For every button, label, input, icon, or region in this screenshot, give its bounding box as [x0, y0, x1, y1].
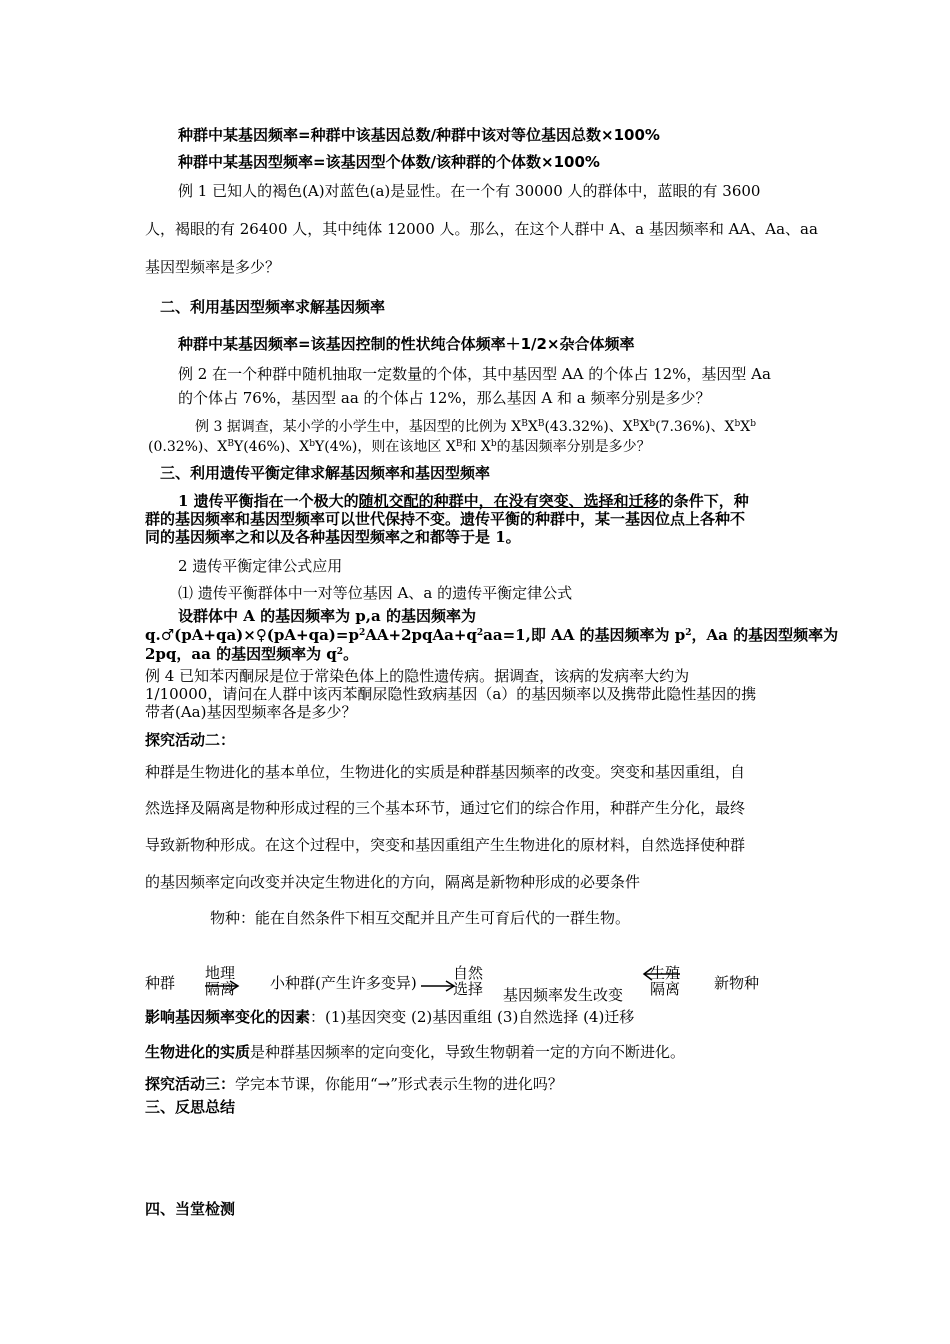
example1-line2: 人，褐眼的有 26400 人，其中纯体 12000 人。那么，在这个人群中 A、a 基因频率和 AA、Aa、aa [145, 220, 818, 238]
diagram-geo-line1: 地理 [205, 964, 236, 982]
section3-item2-sub: ⑴ 遗传平衡群体中一对等位基因 A、a 的遗传平衡定律公式 [178, 584, 573, 602]
example3-line2: (0.32%)、$X^BY(46\%)$、$X^bY(4\%)$，则在该地区 $X^B$和 $X^b$的基因频率分别是多少？ [148, 439, 651, 455]
formula-line2: $q.♂(pA+qa)\times♀(pA+qa)=p^2AA+2pqAa+q^2aa=1$,即 AA 的基因频率为 $p^2$，Aa 的基因型频率为 [145, 626, 839, 644]
diagram-new-species: 新物种 [714, 974, 760, 992]
example1-line3: 基因型频率是多少？ [145, 258, 281, 276]
example4-line1: 例 4 已知苯丙酮尿是位于常染色体上的隐性遗传病。据调查，该病的发病率大约为 [145, 667, 690, 685]
section2-formula: 种群中某基因频率=该基因控制的性状纯合体频率＋1/2×杂合体频率 [178, 335, 635, 353]
diagram-arrow-1 [205, 980, 241, 992]
activity2-para-line4: 的基因频率定向改变并决定生物进化的方向，隔离是新物种形成的必要条件 [145, 873, 641, 891]
formula-line1: 设群体中 A 的基因频率为 p,a 的基因频率为 [178, 607, 476, 625]
section2-heading: 二、利用基因型频率求解基因频率 [160, 298, 386, 316]
activity2-para-line2: 然选择及隔离是物种形成过程的三个基本环节，通过它们的综合作用，种群产生分化，最终 [145, 799, 746, 817]
section3-item2: 2 遗传平衡定律公式应用 [178, 557, 343, 575]
activity2-para-line3: 导致新物种形成。在这个过程中，突变和基因重组产生生物进化的原材料，自然选择使种群 [145, 836, 746, 854]
genotype-freq-formula: 种群中某基因型频率=该基因型个体数/该种群的个体数×100% [178, 153, 600, 171]
essence-line: 生物进化的实质是种群基因频率的定向变化，导致生物朝着一定的方向不断进化。 [145, 1043, 686, 1061]
section3-item1-line3: 同的基因频率之和以及各种基因型频率之和都等于是 1。 [145, 528, 521, 546]
activity2-para-line1: 种群是生物进化的基本单位，生物进化的实质是种群基因频率的改变。突变和基因重组，自 [145, 763, 746, 781]
example2-line2: 的个体占 76%，基因型 aa 的个体占 12%，那么基因 A 和 a 频率分别是多少？ [178, 389, 711, 407]
diagram-repro-isolation [650, 965, 680, 997]
example3-line1: 例 3 据调查，某小学的小学生中，基因型的比例为 $X^BX^B(43.32\%)$、$X^BX^b(7.36\%)$、$X^bX^b$ [195, 419, 756, 435]
diagram-population: 种群 [145, 974, 176, 992]
diagram-natural-selection [453, 965, 483, 997]
diagram-repro-line2: 隔离 [650, 980, 681, 998]
diagram-arrow-2 [421, 980, 457, 992]
section3-heading: 三、利用遗传平衡定律求解基因频率和基因型频率 [160, 464, 491, 482]
section3-item1-line1: 1 遗传平衡指在一个极大的随机交配的种群中，在没有突变、选择和迁移的条件下，种 [178, 492, 749, 510]
activity2-heading: 探究活动二： [145, 731, 236, 749]
example4-line2: 1/10000，请问在人群中该丙苯酮尿隐性致病基因（a）的基因频率以及携带此隐性基因的携 [145, 685, 757, 703]
gene-freq-formula: 种群中某基因频率=种群中该基因总数/种群中该对等位基因总数×100% [178, 126, 660, 144]
diagram-freq-change: 基因频率发生改变 [503, 986, 624, 1004]
test-heading: 四、当堂检测 [145, 1200, 236, 1218]
diagram-geo-line2: 隔离 [205, 980, 236, 998]
diagram-small-population: 小种群(产生许多变异) [270, 974, 417, 992]
species-definition: 物种：能在自然条件下相互交配并且产生可育后代的一群生物。 [210, 909, 631, 927]
factors-line: 影响基因频率变化的因素：(1)基因突变 (2)基因重组 (3)自然选择 (4)迁移 [145, 1008, 635, 1026]
diagram-repro-line1: 生殖 [650, 964, 681, 982]
example1-line1: 例 1 已知人的褐色(A)对蓝色(a)是显性。在一个有 30000 人的群体中，蓝眼的有 3600 [178, 182, 761, 200]
diagram-nat-line2: 选择 [453, 980, 484, 998]
formula-line3: 2pq，aa 的基因型频率为 $q^2$。 [145, 645, 359, 663]
example4-line3: 带者(Aa)基因型频率各是多少？ [145, 703, 357, 721]
summary-heading: 三、反思总结 [145, 1098, 236, 1116]
section3-item1-line2: 群的基因频率和基因型频率可以世代保持不变。遗传平衡的种群中，某一基因位点上各种不 [145, 510, 746, 528]
example2-line1: 例 2 在一个种群中随机抽取一定数量的个体，其中基因型 AA 的个体占 12%，基因型 Aa [178, 365, 771, 383]
diagram-nat-line1: 自然 [453, 964, 484, 982]
activity3-line: 探究活动三：学完本节课，你能用“→”形式表示生物的进化吗？ [145, 1075, 563, 1093]
